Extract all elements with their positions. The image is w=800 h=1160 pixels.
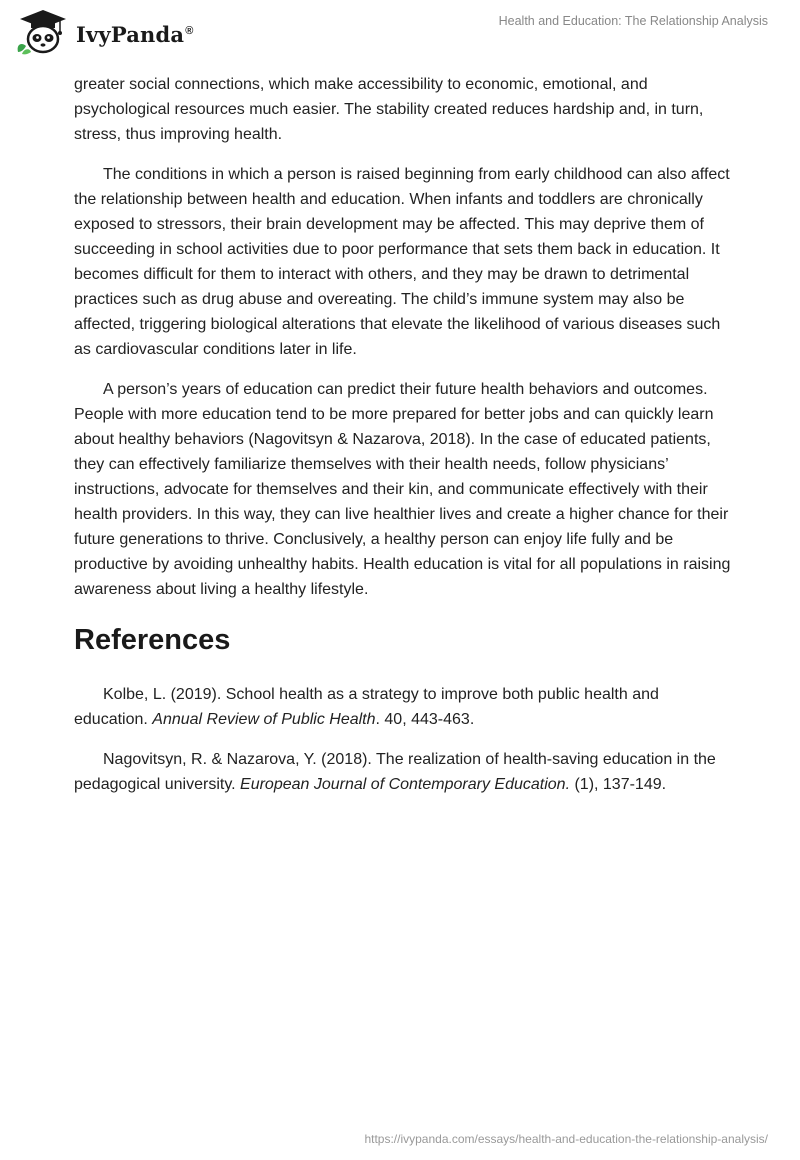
brand-logo[interactable]	[14, 8, 194, 56]
document-title: Health and Education: The Relationship Analysis	[498, 14, 768, 28]
paragraph: The conditions in which a person is raised beginning from early childhood can also affect the relationship between health and education. When infants and toddlers are chronically exposed to stressors, their brain development may be affected. This may deprive them of succeeding in school activities due to poor performance that sets them back in education. It becomes difficult for them to interact with others, and they may be drawn to detrimental practices such as drug abuse and overeating. The child’s immune system may also be affected, triggering biological alterations that elevate the likelihood of various diseases such as cardiovascular conditions later in life.	[74, 166, 730, 358]
paragraph: greater social connections, which make accessibility to economic, emotional, and psychological resources much easier. The stability created reduces hardship and, in turn, stress, thus improving health.	[74, 76, 704, 143]
reference-details: (1), 137-149.	[570, 776, 667, 793]
reference-text: Nagovitsyn, R. & Nazarova, Y. (2018). The realization of health-saving education in the pedagogical university.	[74, 751, 716, 793]
reference-item	[74, 747, 734, 797]
essay-content	[74, 72, 734, 812]
reference-details: . 40, 443-463.	[375, 711, 475, 728]
reference-text: Kolbe, L. (2019). School health as a strategy to improve both public health and education.	[74, 686, 659, 728]
reference-item	[74, 682, 734, 732]
brand-name: IvyPanda®	[76, 21, 194, 47]
reference-journal: European Journal of Contemporary Education.	[240, 776, 571, 793]
references-heading: References	[74, 624, 231, 656]
page-header	[0, 0, 800, 70]
panda-logo-icon	[14, 8, 72, 56]
paragraph: A person’s years of education can predict their future health behaviors and outcomes. People with more education tend to be more prepared for better jobs and can quickly learn about healthy behaviors (Nagovitsyn & Nazarova, 2018). In the case of educated patients, they can effectively familiarize themselves with their health needs, follow physicians’ instructions, advocate for themselves and their kin, and communicate effectively with their health providers. In this way, they can live healthier lives and create a higher chance for their future generations to thrive. Conclusively, a healthy person can enjoy life fully and be productive by avoiding unhealthy habits. Health education is vital for all populations in raising awareness about living a healthy lifestyle.	[74, 381, 731, 598]
reference-journal: Annual Review of Public Health	[152, 711, 376, 728]
source-url[interactable]: https://ivypanda.com/essays/health-and-education-the-relationship-analysis/	[364, 1132, 768, 1146]
